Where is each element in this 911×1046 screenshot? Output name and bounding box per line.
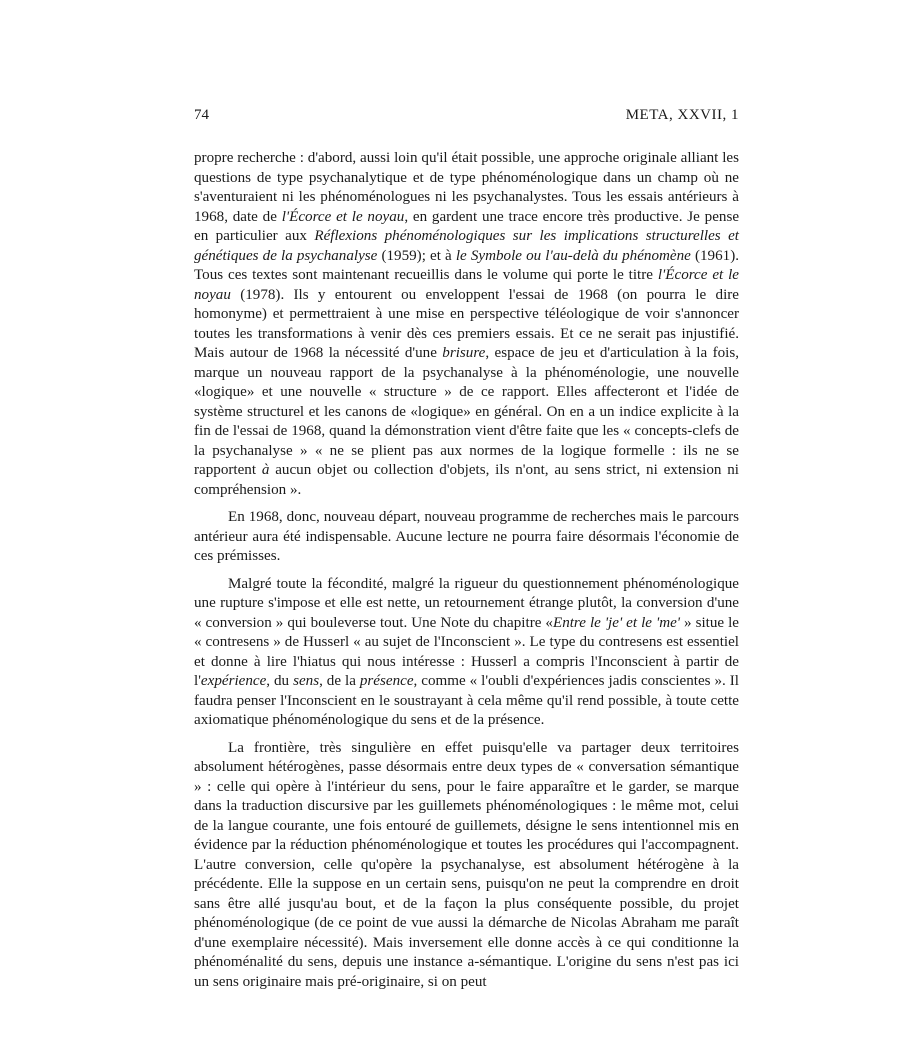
text-segment: (1978). Ils y entourent ou enveloppent l'essai de 1968 (on pourra le dire homonyme) et permettraient à une mise en perspective téléologique de voir s'annoncer toutes les transformations à venir dès ces premiers essais. Et ce ne serait pas injustifié. Mais autour de 1968 la nécessité d'une — [194, 286, 739, 361]
italic-text-segment: le Symbole ou l'au-delà du phénomène — [455, 247, 691, 264]
paragraph-2 — [194, 508, 739, 567]
italic-text-segment: expérience — [200, 673, 267, 689]
text-segment: En 1968, donc, nouveau départ, nouveau programme de recherches mais le parcours antérieur aura été indispensable. Aucune lecture ne pourra faire désormais l'économie de ces prémisses. — [194, 509, 739, 564]
text-segment: propre recherche : d'abord, aussi loin qu'il était possible, une approche originale alliant les questions de type psychanalytique et de type phénoménologique dans un champ où ne s'aventuraient ni les phénoménologues ni les psychanalystes. Tous les essais antérieurs à 1968, date de — [194, 150, 739, 225]
text-segment: , de la — [319, 673, 360, 689]
paragraph-4 — [194, 739, 739, 993]
italic-text-segment: sens — [293, 673, 320, 689]
italic-text-segment: l'Écorce et le noyau — [194, 267, 739, 303]
italic-text-segment: Entre le 'je' et le 'me' — [552, 614, 681, 631]
paragraph-1 — [194, 149, 739, 500]
text-segment: , espace de jeu et d'articulation à la fois, marque un nouveau rapport de la psychanalyse à la phénoménologie, une nouvelle «logique» et une nouvelle « structure » de ce rapport. Elles affecteront et l'idée de système structurel et les canons de «logique» en général. On en a un indice explicite à la fin de l'essai de 1968, quand la démonstration vient d'être faite que les « concepts-clefs de la psychanalyse » « ne se plient pas aux normes de la logique formelle : ils ne se rapportent — [194, 345, 739, 478]
text-segment: Malgré toute la fécondité, malgré la rigueur du questionnement phénoménologique une rupture s'impose et elle est nette, un retournement étrange plutôt, la conversion d'une « conversion » qui bouleverse tout. Une Note du chapitre « — [194, 575, 739, 631]
text-segment: , comme « l'oubli d'expériences jadis conscientes ». Il faudra penser l'Inconscient en le soustrayant à cela même qu'il rend possible, à toute cette axiomatique phénoménologique du sens et de la présence. — [194, 673, 739, 728]
italic-text-segment: à — [261, 462, 270, 478]
italic-text-segment: présence — [359, 673, 414, 689]
text-segment: , du — [266, 673, 294, 689]
text-segment: aucun objet ou collection d'objets, ils n'ont, au sens strict, ni extension ni compréhension ». — [194, 462, 739, 498]
page-number: 74 — [194, 107, 209, 123]
body-text — [194, 149, 739, 1000]
page-header — [194, 105, 739, 127]
text-segment: La frontière, très singulière en effet puisqu'elle va partager deux territoires absolument hétérogènes, passe désormais entre deux types de « conversation sémantique » : celle qui opère à l'intérieur du sens, pour le faire apparaître et le garder, se marque dans la traduction discursive par les guillemets phénoménologiques : le même mot, celui de la langue courante, une fois entouré de guillemets, désigne le sens intentionnel mis en évidence par la réduction phénoménologique et toutes les procédures qui l'accompagnent. L'autre conversion, celle qu'opère la psychanalyse, est absolument hétérogène à la précédente. Elle la suppose en un certain sens, puisqu'on ne peut la comprendre en droit sans être allé jusqu'au bout, et de la façon la plus conséquente possible, du projet phénoménologique (de ce point de vue aussi la démarche de Nicolas Abraham me paraît d'une exemplaire nécessité). Mais inversement elle donne accès à ce qui conditionne la phénoménalité du sens, depuis une instance a-sémantique. L'origine du sens n'est pas ici un sens originaire mais pré-originaire, si on peut — [194, 739, 739, 990]
text-segment: » situe le « contresens » de Husserl « au sujet de l'Inconscient ». Le type du contresens est essentiel et donne à lire l'hiatus qui nous intéresse : Husserl a compris l'Inconscient à partir de l' — [194, 614, 739, 689]
text-segment: (1959); et à — [377, 247, 456, 264]
italic-text-segment: l'Écorce et le noyau — [281, 208, 405, 225]
italic-text-segment: brisure — [442, 345, 486, 361]
journal-reference: META, XXVII, 1 — [625, 107, 739, 123]
paragraph-3 — [194, 575, 739, 731]
text-segment: (1961). Tous ces textes sont maintenant recueillis dans le volume qui porte le titre — [194, 247, 740, 283]
italic-text-segment: Réflexions phénoménologiques sur les implications structurelles et génétiques de la psychanalyse — [194, 228, 739, 264]
text-segment: , en gardent une trace encore très productive. Je pense en particulier aux — [194, 208, 740, 244]
